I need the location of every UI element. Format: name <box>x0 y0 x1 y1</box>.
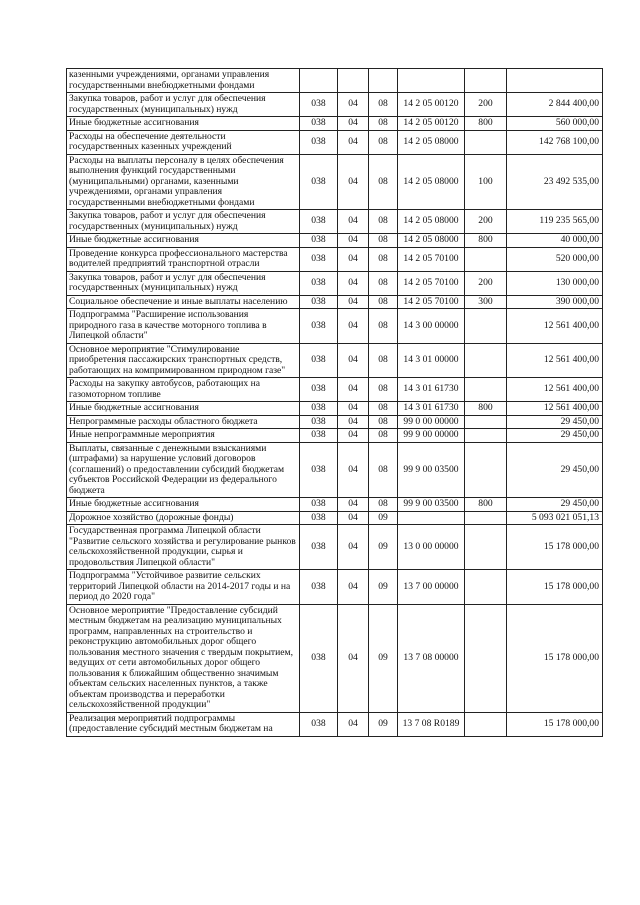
row-section: 04 <box>338 117 369 131</box>
table-row <box>67 511 603 525</box>
row-admin-code: 038 <box>300 712 338 736</box>
row-subsection: 08 <box>369 234 398 248</box>
row-section: 04 <box>338 93 369 117</box>
row-admin-code: 038 <box>300 117 338 131</box>
row-name: Расходы на обеспечение деятельности государственных казенных учреждений <box>67 130 300 154</box>
row-amount: 23 492 535,00 <box>507 154 603 210</box>
row-target-article: 14 2 05 08000 <box>398 154 465 210</box>
row-expense-type <box>465 570 507 605</box>
budget-table-page <box>66 68 602 737</box>
table-row <box>67 210 603 234</box>
row-target-article: 14 2 05 08000 <box>398 234 465 248</box>
row-target-article: 14 3 01 61730 <box>398 378 465 402</box>
table-row <box>67 93 603 117</box>
row-section: 04 <box>338 295 369 309</box>
row-subsection: 08 <box>369 117 398 131</box>
row-admin-code: 038 <box>300 93 338 117</box>
row-section: 04 <box>338 415 369 429</box>
row-expense-type <box>465 309 507 344</box>
row-amount: 29 450,00 <box>507 498 603 512</box>
row-target-article: 99 9 00 03500 <box>398 442 465 498</box>
row-expense-type <box>465 604 507 712</box>
row-expense-type: 200 <box>465 271 507 295</box>
table-row <box>67 712 603 736</box>
row-expense-type: 800 <box>465 402 507 416</box>
row-amount <box>507 69 603 93</box>
row-name: Реализация мероприятий подпрограммы (предоставление субсидий местным бюджетам на <box>67 712 300 736</box>
row-admin-code: 038 <box>300 247 338 271</box>
row-subsection: 08 <box>369 247 398 271</box>
row-section: 04 <box>338 154 369 210</box>
row-name: Иные бюджетные ассигнования <box>67 117 300 131</box>
row-subsection <box>369 69 398 93</box>
row-admin-code: 038 <box>300 309 338 344</box>
row-target-article: 99 9 00 03500 <box>398 498 465 512</box>
row-subsection: 08 <box>369 210 398 234</box>
row-expense-type <box>465 442 507 498</box>
row-subsection: 08 <box>369 343 398 378</box>
table-row <box>67 604 603 712</box>
row-admin-code: 038 <box>300 378 338 402</box>
row-subsection: 09 <box>369 570 398 605</box>
row-section: 04 <box>338 511 369 525</box>
row-amount: 15 178 000,00 <box>507 570 603 605</box>
row-name: Выплаты, связанные с денежными взысканиями (штрафами) за нарушение условий договоров (соглашений) о предоставлении субсидий бюджетам субъектов Российской Федерации из федерального бюджета <box>67 442 300 498</box>
row-admin-code: 038 <box>300 415 338 429</box>
row-expense-type: 200 <box>465 210 507 234</box>
row-name: Социальное обеспечение и иные выплаты населению <box>67 295 300 309</box>
row-amount: 12 561 400,00 <box>507 309 603 344</box>
row-name: Иные бюджетные ассигнования <box>67 402 300 416</box>
row-name: Непрограммные расходы областного бюджета <box>67 415 300 429</box>
row-admin-code: 038 <box>300 343 338 378</box>
row-target-article: 99 9 00 00000 <box>398 429 465 443</box>
row-expense-type <box>465 130 507 154</box>
row-amount: 15 178 000,00 <box>507 604 603 712</box>
row-expense-type: 100 <box>465 154 507 210</box>
row-expense-type <box>465 343 507 378</box>
row-target-article: 14 2 05 08000 <box>398 130 465 154</box>
row-target-article: 14 2 05 00120 <box>398 117 465 131</box>
table-row <box>67 295 603 309</box>
row-amount: 560 000,00 <box>507 117 603 131</box>
row-name: Проведение конкурса профессионального мастерства водителей предприятий транспортной отрасли <box>67 247 300 271</box>
row-admin-code: 038 <box>300 130 338 154</box>
row-target-article: 14 3 01 61730 <box>398 402 465 416</box>
row-target-article: 14 3 01 00000 <box>398 343 465 378</box>
row-admin-code: 038 <box>300 154 338 210</box>
row-expense-type: 800 <box>465 498 507 512</box>
row-name: Подпрограмма "Устойчивое развитие сельских территорий Липецкой области на 2014-2017 годы и на период до 2020 года" <box>67 570 300 605</box>
row-section <box>338 69 369 93</box>
row-subsection: 09 <box>369 511 398 525</box>
row-target-article <box>398 511 465 525</box>
row-section: 04 <box>338 130 369 154</box>
row-admin-code: 038 <box>300 604 338 712</box>
row-name: Государственная программа Липецкой области "Развитие сельского хозяйства и регулирование рынков сельскохозяйственной продукции, сырья и продовольствия Липецкой области" <box>67 525 300 570</box>
row-section: 04 <box>338 498 369 512</box>
budget-table-body <box>67 69 603 737</box>
row-name: казенными учреждениями, органами управления государственными внебюджетными фондами <box>67 69 300 93</box>
row-section: 04 <box>338 429 369 443</box>
table-row <box>67 525 603 570</box>
row-admin-code: 038 <box>300 442 338 498</box>
row-name: Иные непрограммные мероприятия <box>67 429 300 443</box>
row-target-article: 13 0 00 00000 <box>398 525 465 570</box>
table-row <box>67 343 603 378</box>
table-row <box>67 234 603 248</box>
row-subsection: 09 <box>369 604 398 712</box>
row-expense-type: 300 <box>465 295 507 309</box>
row-target-article: 14 2 05 70100 <box>398 271 465 295</box>
row-expense-type <box>465 712 507 736</box>
row-expense-type <box>465 511 507 525</box>
row-amount: 130 000,00 <box>507 271 603 295</box>
table-row <box>67 570 603 605</box>
row-section: 04 <box>338 712 369 736</box>
row-expense-type <box>465 415 507 429</box>
row-amount: 12 561 400,00 <box>507 343 603 378</box>
row-section: 04 <box>338 604 369 712</box>
row-subsection: 09 <box>369 712 398 736</box>
row-name: Иные бюджетные ассигнования <box>67 498 300 512</box>
row-name: Дорожное хозяйство (дорожные фонды) <box>67 511 300 525</box>
row-name: Расходы на выплаты персоналу в целях обеспечения выполнения функций государственными (муниципальными) органами, казенными учреждениями, органами управления государственными внебюджетными фондами <box>67 154 300 210</box>
row-section: 04 <box>338 402 369 416</box>
row-expense-type <box>465 378 507 402</box>
row-expense-type: 200 <box>465 93 507 117</box>
row-subsection: 08 <box>369 271 398 295</box>
row-amount: 12 561 400,00 <box>507 402 603 416</box>
row-target-article: 14 2 05 70100 <box>398 295 465 309</box>
row-section: 04 <box>338 343 369 378</box>
row-section: 04 <box>338 210 369 234</box>
row-target-article: 13 7 08 R0189 <box>398 712 465 736</box>
table-row <box>67 130 603 154</box>
row-name: Иные бюджетные ассигнования <box>67 234 300 248</box>
row-section: 04 <box>338 525 369 570</box>
row-section: 04 <box>338 378 369 402</box>
row-admin-code: 038 <box>300 429 338 443</box>
row-name: Основное мероприятие "Стимулирование приобретения пассажирских транспортных средств, работающих на компримированном природном газе" <box>67 343 300 378</box>
row-expense-type <box>465 69 507 93</box>
row-amount: 15 178 000,00 <box>507 525 603 570</box>
row-expense-type <box>465 429 507 443</box>
row-admin-code: 038 <box>300 498 338 512</box>
row-target-article: 14 2 05 70100 <box>398 247 465 271</box>
row-expense-type: 800 <box>465 117 507 131</box>
row-admin-code <box>300 69 338 93</box>
row-name: Расходы на закупку автобусов, работающих на газомоторном топливе <box>67 378 300 402</box>
row-section: 04 <box>338 309 369 344</box>
row-target-article: 14 2 05 08000 <box>398 210 465 234</box>
row-admin-code: 038 <box>300 402 338 416</box>
row-name: Закупка товаров, работ и услуг для обеспечения государственных (муниципальных) нужд <box>67 271 300 295</box>
row-target-article: 14 2 05 00120 <box>398 93 465 117</box>
row-section: 04 <box>338 247 369 271</box>
row-amount: 119 235 565,00 <box>507 210 603 234</box>
row-target-article: 13 7 08 00000 <box>398 604 465 712</box>
row-amount: 40 000,00 <box>507 234 603 248</box>
row-name: Закупка товаров, работ и услуг для обеспечения государственных (муниципальных) нужд <box>67 210 300 234</box>
row-subsection: 08 <box>369 498 398 512</box>
row-section: 04 <box>338 271 369 295</box>
table-row <box>67 247 603 271</box>
row-admin-code: 038 <box>300 570 338 605</box>
table-row <box>67 117 603 131</box>
row-subsection: 08 <box>369 93 398 117</box>
row-target-article: 14 3 00 00000 <box>398 309 465 344</box>
row-section: 04 <box>338 442 369 498</box>
row-subsection: 08 <box>369 442 398 498</box>
row-section: 04 <box>338 570 369 605</box>
table-row <box>67 402 603 416</box>
row-amount: 2 844 400,00 <box>507 93 603 117</box>
table-row <box>67 442 603 498</box>
row-amount: 29 450,00 <box>507 415 603 429</box>
budget-table <box>66 68 603 737</box>
row-target-article: 13 7 00 00000 <box>398 570 465 605</box>
row-name: Основное мероприятие "Предоставление субсидий местным бюджетам на реализацию муниципальных программ, направленных на строительство и реконструкцию автомобильных дорог общего пользования местного значения с твердым покрытием, ведущих от сети автомобильных дорог общего пользования к ближайшим общественно значимым объектам сельских населенных пунктов, а также объектам производства и переработки сельскохозяйственной продукции" <box>67 604 300 712</box>
table-row <box>67 429 603 443</box>
row-subsection: 08 <box>369 402 398 416</box>
row-expense-type <box>465 247 507 271</box>
row-admin-code: 038 <box>300 234 338 248</box>
row-amount: 520 000,00 <box>507 247 603 271</box>
row-amount: 15 178 000,00 <box>507 712 603 736</box>
table-row <box>67 415 603 429</box>
row-expense-type: 800 <box>465 234 507 248</box>
row-amount: 142 768 100,00 <box>507 130 603 154</box>
row-amount: 390 000,00 <box>507 295 603 309</box>
row-target-article <box>398 69 465 93</box>
row-admin-code: 038 <box>300 210 338 234</box>
row-admin-code: 038 <box>300 295 338 309</box>
row-amount: 29 450,00 <box>507 442 603 498</box>
row-subsection: 08 <box>369 154 398 210</box>
row-admin-code: 038 <box>300 525 338 570</box>
row-subsection: 08 <box>369 429 398 443</box>
row-admin-code: 038 <box>300 511 338 525</box>
row-target-article: 99 0 00 00000 <box>398 415 465 429</box>
row-admin-code: 038 <box>300 271 338 295</box>
row-amount: 12 561 400,00 <box>507 378 603 402</box>
row-subsection: 08 <box>369 378 398 402</box>
table-row <box>67 378 603 402</box>
table-row <box>67 154 603 210</box>
row-subsection: 08 <box>369 415 398 429</box>
row-subsection: 08 <box>369 295 398 309</box>
row-subsection: 08 <box>369 130 398 154</box>
table-row <box>67 271 603 295</box>
row-amount: 29 450,00 <box>507 429 603 443</box>
row-expense-type <box>465 525 507 570</box>
table-row <box>67 498 603 512</box>
row-subsection: 09 <box>369 525 398 570</box>
row-name: Закупка товаров, работ и услуг для обеспечения государственных (муниципальных) нужд <box>67 93 300 117</box>
row-amount: 5 093 021 051,13 <box>507 511 603 525</box>
table-row <box>67 309 603 344</box>
row-subsection: 08 <box>369 309 398 344</box>
row-section: 04 <box>338 234 369 248</box>
table-row <box>67 69 603 93</box>
row-name: Подпрограмма "Расширение использования природного газа в качестве моторного топлива в Липецкой области" <box>67 309 300 344</box>
